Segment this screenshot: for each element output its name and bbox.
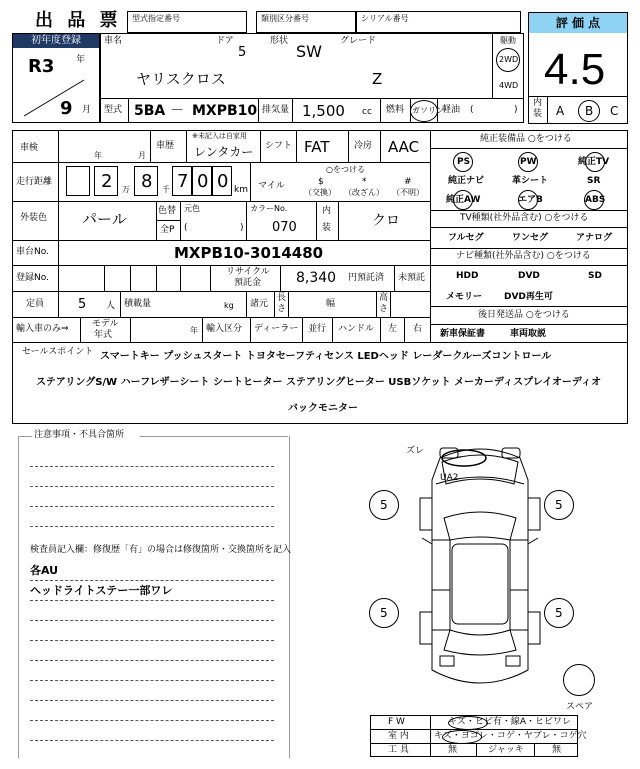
tv-analog: アナログ <box>576 233 613 243</box>
mileage-digit-1 <box>66 166 90 196</box>
drive-2wd: 2WD <box>499 55 519 64</box>
model-cert-box <box>127 11 247 33</box>
mileage-digit-4: 7 <box>172 166 192 196</box>
serial-label: シリアル番号 <box>361 14 409 23</box>
serial-box <box>356 11 521 33</box>
first-reg-label: 初年度登録 <box>13 34 99 48</box>
interior-grade-c: C <box>610 104 619 118</box>
selling-points-line3: バックモニター <box>288 403 358 414</box>
selling-points-label: セールスポイント <box>22 347 94 357</box>
first-reg-era: R3 <box>28 56 55 77</box>
tv-oneseg: ワンセグ <box>512 233 549 243</box>
mileage-digit-3: 8 <box>134 166 158 196</box>
car-grade: Z <box>372 70 383 88</box>
later-warranty: 新車保証書 <box>440 329 486 339</box>
mileage-digit-5: 0 <box>192 166 212 196</box>
shift-type: FAT <box>304 138 330 156</box>
selling-points-line1: スマートキー プッシュスタート トヨタセーフティセンス LEDヘッド レーダークルーズコントロール <box>100 351 552 362</box>
tv-fullseg: フルセグ <box>448 233 484 243</box>
navi-sd: SD <box>588 271 602 281</box>
model-cert-label: 型式指定番号 <box>132 14 180 23</box>
first-reg-month: 9 <box>60 98 73 119</box>
body-shape: SW <box>296 42 322 61</box>
interior-color: クロ <box>372 213 400 229</box>
mileage-digit-2: 2 <box>94 166 118 196</box>
tire-spare <box>563 664 595 696</box>
vin-number: MXPB10-3014480 <box>174 244 324 262</box>
category-box <box>256 11 356 33</box>
score-value: 4.5 <box>544 45 606 94</box>
ac-type: AAC <box>388 138 420 156</box>
interior-cond-values: キズ・ヨゴレ・コゲ・ヤブレ・コゲ穴 <box>434 731 587 741</box>
selling-points-line2: ステアリングS/W ハーフレザーシート シートヒーター ステアリングヒーター USBソケット メーカーディスプレイオーディオ <box>36 377 602 388</box>
fw-values: キズ・ヒビ有・線A・ヒビワレ <box>448 717 571 727</box>
displacement: 1,500 <box>302 102 345 120</box>
car-name: ヤリスクロス <box>136 70 226 88</box>
capacity: 5 <box>78 297 87 312</box>
equip-aw: 純正AW <box>446 195 481 205</box>
exterior-color: パール <box>82 210 127 228</box>
model-code: MXPB10 <box>192 103 258 119</box>
equip-airbag: エアB <box>518 195 543 205</box>
equip-pw: PW <box>520 157 537 167</box>
interior-grade-a: A <box>556 104 565 118</box>
navi-dvd: DVD <box>518 271 540 281</box>
equip-ps: PS <box>457 157 471 167</box>
inspector-note-2: ヘッドライトステー一部ワレ <box>30 584 173 597</box>
fw-label: F W <box>388 717 405 727</box>
jack-value: 無 <box>552 745 562 755</box>
color-number: 070 <box>272 220 297 235</box>
inspector-label: 検査員記入欄：修復歴「有」の場合は修復箇所・交換箇所を記入 <box>30 545 292 555</box>
tools-value: 無 <box>448 745 458 755</box>
drive-4wd: 4WD <box>499 81 519 90</box>
spare-label: スペア <box>566 702 594 712</box>
diagram-ua2: UA2 <box>440 473 459 483</box>
notes-area <box>18 436 290 758</box>
diagram-zure: ズレ <box>406 446 425 456</box>
recycle-amount: 8,340 <box>296 270 337 286</box>
tools-label: 工 具 <box>388 745 409 755</box>
navi-type-title: ナビ種類(社外品含む) ○をつける <box>456 251 591 261</box>
jack-label: ジャッキ <box>488 745 524 755</box>
vehicle-history: レンタカー <box>194 145 254 159</box>
equip-tv: 純正TV <box>578 157 610 167</box>
interior-grade-b: B <box>585 104 594 118</box>
door-count: 5 <box>238 45 247 60</box>
equip-sr: SR <box>587 176 601 186</box>
navi-hdd: HDD <box>456 271 479 281</box>
later-title: 後日発送品 ○をつける <box>478 310 570 320</box>
equip-navi: 純正ナビ <box>448 176 485 186</box>
tv-type-title: TV種類(社外品含む) ○をつける <box>460 213 589 223</box>
later-manual: 車両取説 <box>510 329 547 339</box>
equip-leather: 革シート <box>512 176 549 186</box>
navi-memory: メモリー <box>446 292 483 302</box>
caution-label: 注意事項・不具合箇所 <box>34 430 125 440</box>
interior-circle-mark <box>442 730 482 744</box>
interior-cond-label: 室 内 <box>388 731 409 741</box>
form-title: 出 品 票 <box>35 10 122 31</box>
category-label: 類別区分番号 <box>261 14 309 23</box>
score-header: 評 価 点 <box>529 13 627 33</box>
model-prefix: 5BA <box>134 103 166 119</box>
equip-abs: ABS <box>585 195 606 205</box>
mileage-digit-6: 0 <box>212 166 232 196</box>
fw-circle-mark <box>448 716 488 730</box>
navi-dvd-play: DVD再生可 <box>504 292 553 302</box>
inspector-note-1: 各AU <box>30 564 59 577</box>
fuel-type: ガソリン <box>412 106 444 115</box>
equipment-title: 純正装備品 ○をつける <box>480 134 572 144</box>
